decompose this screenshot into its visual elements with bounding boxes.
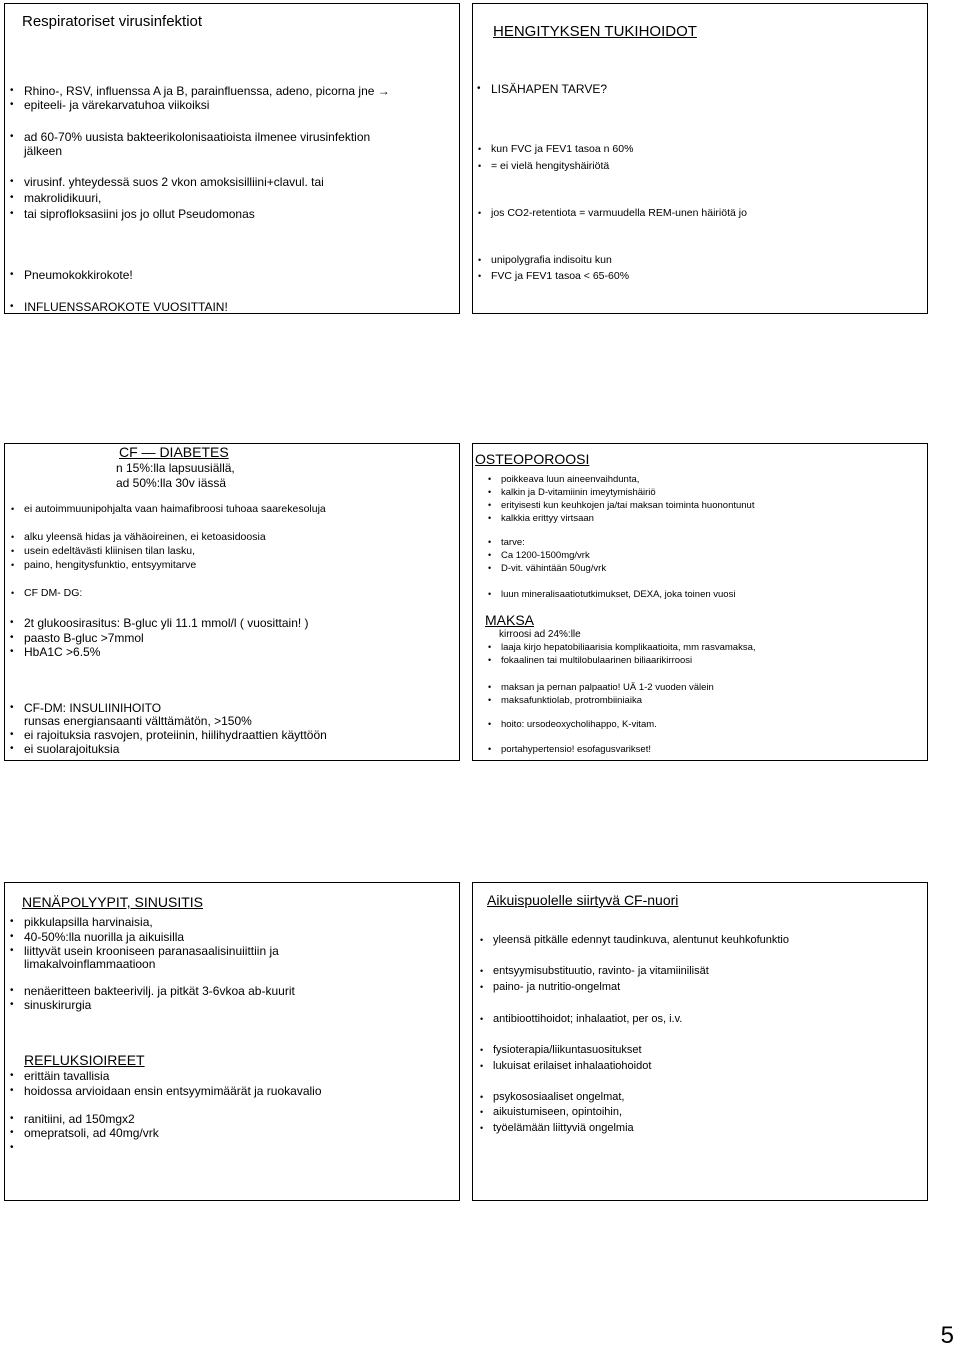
bullet-item: • hoito: ursodeoxycholihappo, K-vitam.: [501, 718, 657, 731]
bullet-item: • paasto B-gluc >7mmol: [24, 631, 144, 645]
slide-subtitle: ad 50%:lla 30v iässä: [116, 476, 227, 490]
bullet-item: • erittäin tavallisia: [24, 1069, 109, 1083]
slide-nasal-polyps-reflux: [4, 882, 460, 1201]
bullet-item: • ei rajoituksia rasvojen, proteiinin, hiilihydraattien käyttöön: [24, 728, 327, 742]
bullet-item: • kalkin ja D-vitamiinin imeytymishäiriö: [501, 486, 656, 499]
bullet-item: • tarve:: [501, 536, 525, 549]
section-subtitle: kirroosi ad 24%:lle: [499, 629, 581, 640]
slide-respiratory-infections: [4, 3, 460, 314]
bullet-item: • alku yleensä hidas ja vähäoireinen, ei ketoasidoosia: [24, 531, 266, 544]
bullet-item: • poikkeava luun aineenvaihdunta,: [501, 473, 639, 486]
bullet-item: • Pneumokokkirokote!: [24, 268, 133, 282]
bullet-item: • paino- ja nutritio-ongelmat: [493, 981, 620, 994]
page-number: 5: [940, 1322, 954, 1349]
bullet-item: • D-vit. vähintään 50ug/vrk: [501, 562, 606, 575]
slide-title: OSTEOPOROOSI: [475, 451, 590, 467]
bullet-item: • LISÄHAPEN TARVE?: [491, 82, 607, 96]
bullet-continuation: jälkeen: [24, 144, 63, 158]
slide-adult-cf-transition: [472, 882, 928, 1201]
bullet-item: • 40-50%:lla nuorilla ja aikuisilla: [24, 930, 184, 944]
bullet-item: • laaja kirjo hepatobiliaarisia komplikaatioita, mm rasvamaksa,: [501, 641, 756, 654]
bullet-item: • fysioterapia/liikuntasuositukset: [493, 1044, 642, 1057]
slide-title: CF — DIABETES: [119, 444, 229, 460]
bullet-item: • ad 60-70% uusista bakteerikolonisaatioista ilmenee virusinfektion: [24, 130, 370, 144]
bullet-item: • työelämään liittyviä ongelmia: [493, 1122, 634, 1135]
bullet-item: • hoidossa arvioidaan ensin entsyymimäärät ja ruokavalio: [24, 1084, 322, 1098]
bullet-item: • 2t glukoosirasitus: B-gluc yli 11.1 mmol/l ( vuosittain! ): [24, 616, 309, 630]
bullet-item: • makrolidikuuri,: [24, 191, 101, 205]
bullet-item: • portahypertensio! esofagusvarikset!: [501, 743, 651, 756]
bullet-item: • ei autoimmuunipohjalta vaan haimafibroosi tuhoaa saarekesoluja: [24, 503, 326, 516]
slide-cf-diabetes: [4, 443, 460, 761]
bullet-item: • ranitiini, ad 150mgx2: [24, 1112, 135, 1126]
bullet-item: • nenäeritteen bakteerivilj. ja pitkät 3-6vkoa ab-kuurit: [24, 984, 295, 998]
bullet-item: • pikkulapsilla harvinaisia,: [24, 915, 153, 929]
bullet-item: • HbA1C >6.5%: [24, 645, 100, 659]
bullet-item: • yleensä pitkälle edennyt taudinkuva, alentunut keuhkofunktio: [493, 934, 789, 947]
bullet-item: • omepratsoli, ad 40mg/vrk: [24, 1126, 159, 1140]
bullet-item: • kun FVC ja FEV1 tasoa n 60%: [491, 143, 633, 156]
bullet-item: • CF DM- DG:: [24, 587, 82, 600]
slide-title: HENGITYKSEN TUKIHOIDOT: [493, 23, 697, 40]
bullet-item: • psykososiaaliset ongelmat,: [493, 1091, 624, 1104]
slide-respiratory-support: [472, 3, 928, 314]
bullet-item: • jos CO2-retentiota = varmuudella REM-unen häiriötä jo: [491, 207, 747, 220]
bullet-item: • epiteeli- ja värekarvatuhoa viikoiksi: [24, 98, 209, 112]
bullet-item: • tai siprofloksasiini jos jo ollut Pseudomonas: [24, 207, 255, 221]
bullet-item: • maksafunktiolab, protrombiiniaika: [501, 694, 642, 707]
slide-title: Respiratoriset virusinfektiot: [22, 13, 203, 30]
section-title: REFLUKSIOIREET: [24, 1052, 145, 1068]
bullet-item: • Ca 1200-1500mg/vrk: [501, 549, 590, 562]
bullet-item: • sinuskirurgia: [24, 998, 91, 1012]
bullet-item: • ei suolarajoituksia: [24, 742, 119, 756]
bullet-item: • entsyymisubstituutio, ravinto- ja vitamiinilisät: [493, 965, 709, 978]
bullet-item: • maksan ja pernan palpaatio! UÄ 1-2 vuoden välein: [501, 681, 714, 694]
slide-title: NENÄPOLYYPIT, SINUSITIS: [22, 894, 204, 910]
bullet-item: • liittyvät usein krooniseen paranasaalisinuiittiin ja: [24, 944, 279, 958]
slide-osteoporosis-liver: [472, 443, 928, 761]
bullet-item: • kalkkia erittyy virtsaan: [501, 512, 594, 525]
bullet-item: • erityisesti kun keuhkojen ja/tai maksan toiminta huonontunut: [501, 499, 754, 512]
bullet-item: • luun mineralisaatiotutkimukset, DEXA, joka toinen vuosi: [501, 588, 735, 601]
bullet-item: • = ei vielä hengityshäiriötä: [491, 160, 609, 173]
bullet-item: • CF-DM: INSULIINIHOITO: [24, 701, 161, 715]
slide-title: Aikuispuolelle siirtyvä CF-nuori: [487, 892, 679, 908]
bullet-item: • FVC ja FEV1 tasoa < 65-60%: [491, 270, 629, 283]
bullet-continuation: limakalvoinflammaatioon: [24, 957, 156, 971]
bullet-item: • INFLUENSSAROKOTE VUOSITTAIN!: [24, 300, 228, 314]
bullet-item: • antibioottihoidot; inhalaatiot, per os, i.v.: [493, 1013, 682, 1026]
bullet-item: • Rhino-, RSV, influenssa A ja B, parainfluenssa, adeno, picorna jne →: [24, 84, 390, 98]
bullet-item: • aikuistumiseen, opintoihin,: [493, 1106, 622, 1119]
section-title: MAKSA: [485, 612, 535, 628]
bullet-item: • unipolygrafia indisoitu kun: [491, 254, 612, 267]
bullet-item: • usein edeltävästi kliinisen tilan lasku,: [24, 545, 195, 558]
bullet-item: • paino, hengitysfunktio, entsyymitarve: [24, 559, 196, 572]
bullet-continuation: runsas energiansaanti välttämätön, >150%: [24, 714, 252, 728]
bullet-item: • fokaalinen tai multilobulaarinen biliaarikirroosi: [501, 654, 692, 667]
slide-subtitle: n 15%:lla lapsuusiällä,: [116, 461, 235, 475]
bullet-item: • virusinf. yhteydessä suos 2 vkon amoksisilliini+clavul. tai: [24, 175, 324, 189]
bullet-item: • lukuisat erilaiset inhalaatiohoidot: [493, 1060, 651, 1073]
